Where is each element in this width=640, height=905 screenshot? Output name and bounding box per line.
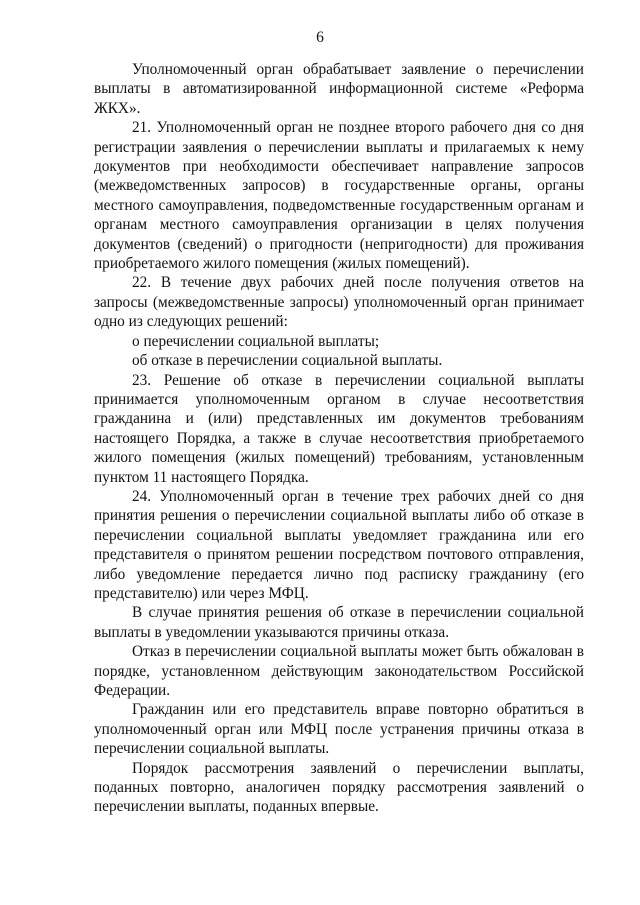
paragraph-reapply: Гражданин или его представитель вправе повторно обратиться в уполномоченный орган или МФЦ после устранения причины отказа в перечислении социальной выплаты.	[94, 701, 584, 758]
paragraph-refusal-reasons: В случае принятия решения об отказе в перечислении социальной выплаты в уведомлении указываются причины отказа.	[94, 604, 584, 641]
paragraph-23: 23. Решение об отказе в перечислении социальной выплаты принимается уполномоченным органом в случае несоответствия гражданина и (или) представленных им документов требованиям настоящего Порядка, а также в случае несоответствия приобретаемого жилого помещения (жилых помещений) требованиям, установленным пунктом 11 настоящего Порядка.	[94, 371, 584, 486]
paragraph-intro: Уполномоченный орган обрабатывает заявление о перечислении выплаты в автоматизированной информационной системе «Реформа ЖКХ».	[94, 61, 584, 117]
paragraph-24: 24. Уполномоченный орган в течение трех рабочих дней со дня принятия решения о перечислении социальной выплаты либо об отказе в перечислении социальной выплаты уведомляет гражданина или его представителя о принятом решении посредством почтового отправления, либо уведомление передается лично под расписку гражданину (его представителю) или через МФЦ.	[94, 487, 584, 602]
paragraph-21: 21. Уполномоченный орган не позднее второго рабочего дня со дня регистрации заявления о перечислении выплаты и прилагаемых к нему документов при необходимости обеспечивает направление запросов (межведомственных запросов) в государственные органы, органы местного самоуправления, подведомственные государственным органам и органам местного самоуправления организации в целях получения документов (сведений) о пригодности (непригодности) для проживания приобретаемого жилого помещения (жилых помещений).	[94, 119, 584, 273]
paragraph-appeal: Отказ в перечислении социальной выплаты может быть обжалован в порядке, установленном действующим законодательством Российской Федерации.	[94, 643, 584, 699]
paragraph-repeat-procedure: Порядок рассмотрения заявлений о перечислении выплаты, поданных повторно, аналогичен порядку рассмотрения заявлений о перечислении выплаты, поданных впервые.	[94, 759, 584, 816]
page-number: 6	[316, 29, 324, 46]
document-body	[94, 60, 584, 817]
decision-option-2: об отказе в перечислении социальной выплаты.	[132, 352, 443, 370]
decision-option-1: о перечислении социальной выплаты;	[132, 332, 380, 350]
paragraph-22: 22. В течение двух рабочих дней после получения ответов на запросы (межведомственные запросы) уполномоченный орган принимает одно из следующих решений:	[94, 274, 584, 331]
